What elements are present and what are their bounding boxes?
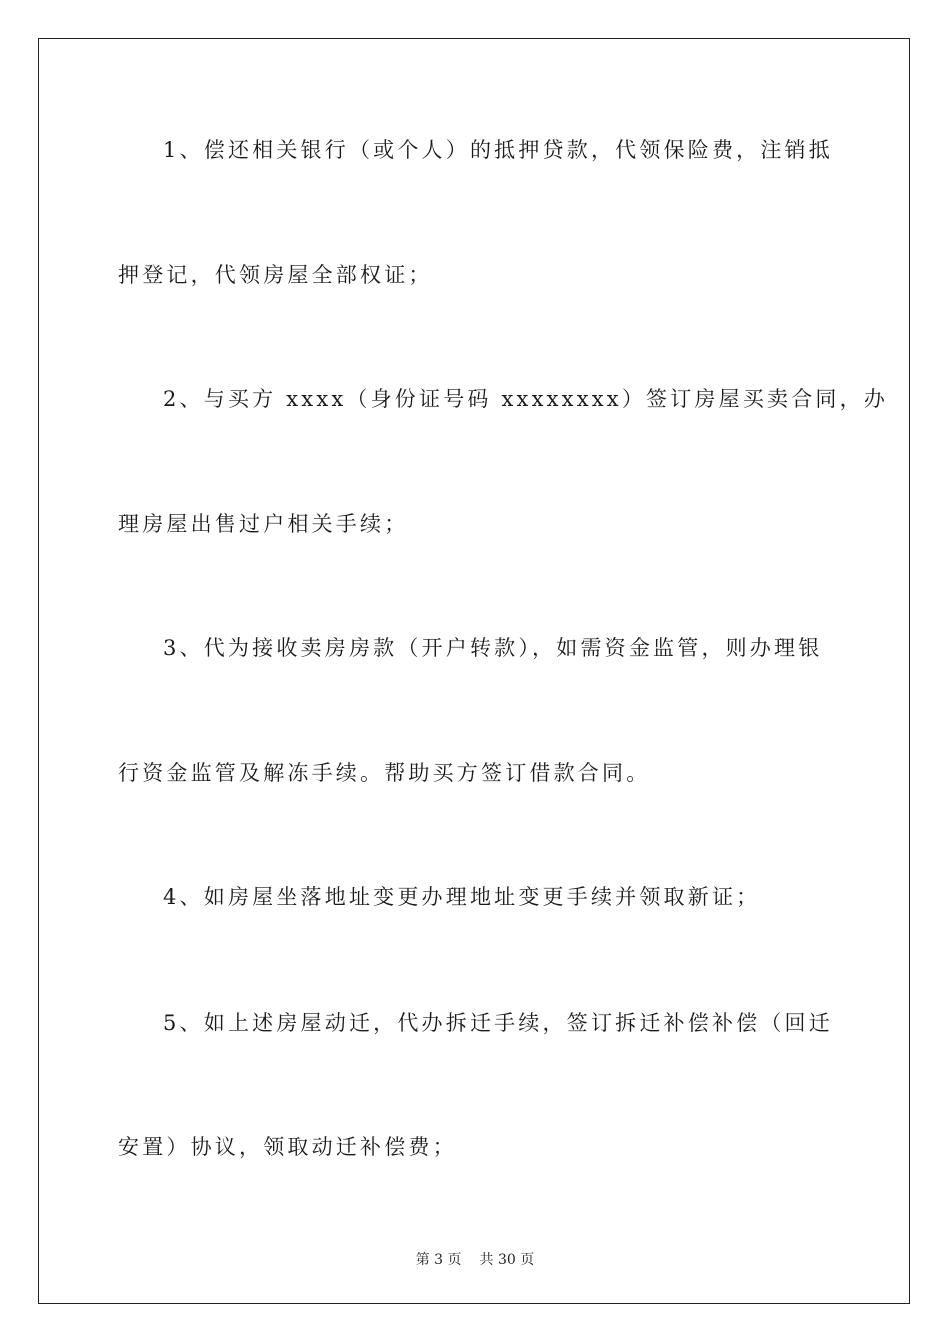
clause-5-line-2: 安置）协议，领取动迁补偿费； (118, 1135, 457, 1159)
page-number: 第 3 页 (415, 1252, 462, 1268)
clause-1-line-2: 押登记，代领房屋全部权证； (118, 263, 433, 287)
clause-4-line-1: 4、如房屋坐落地址变更办理地址变更手续并领取新证； (163, 885, 761, 909)
clause-3-line-2: 行资金监管及解冻手续。帮助买方签订借款合同。 (118, 761, 651, 785)
clause-3-line-1: 3、代为接收卖房房款（开户转款），如需资金监管，则办理银 (163, 636, 823, 660)
page-footer (0, 1249, 950, 1269)
clause-1-line-1: 1、偿还相关银行（或个人）的抵押贷款，代领保险费，注销抵 (163, 138, 833, 162)
clause-2-line-2: 理房屋出售过户相关手续； (118, 512, 409, 536)
clause-5-line-1: 5、如上述房屋动迁，代办拆迁手续，签订拆迁补偿补偿（回迁 (163, 1011, 833, 1035)
clause-2-line-1: 2、与买方 xxxx（身份证号码 xxxxxxxx）签订房屋买卖合同，办 (163, 387, 889, 411)
page-total: 共 30 页 (479, 1252, 535, 1268)
page-border (38, 38, 910, 1304)
